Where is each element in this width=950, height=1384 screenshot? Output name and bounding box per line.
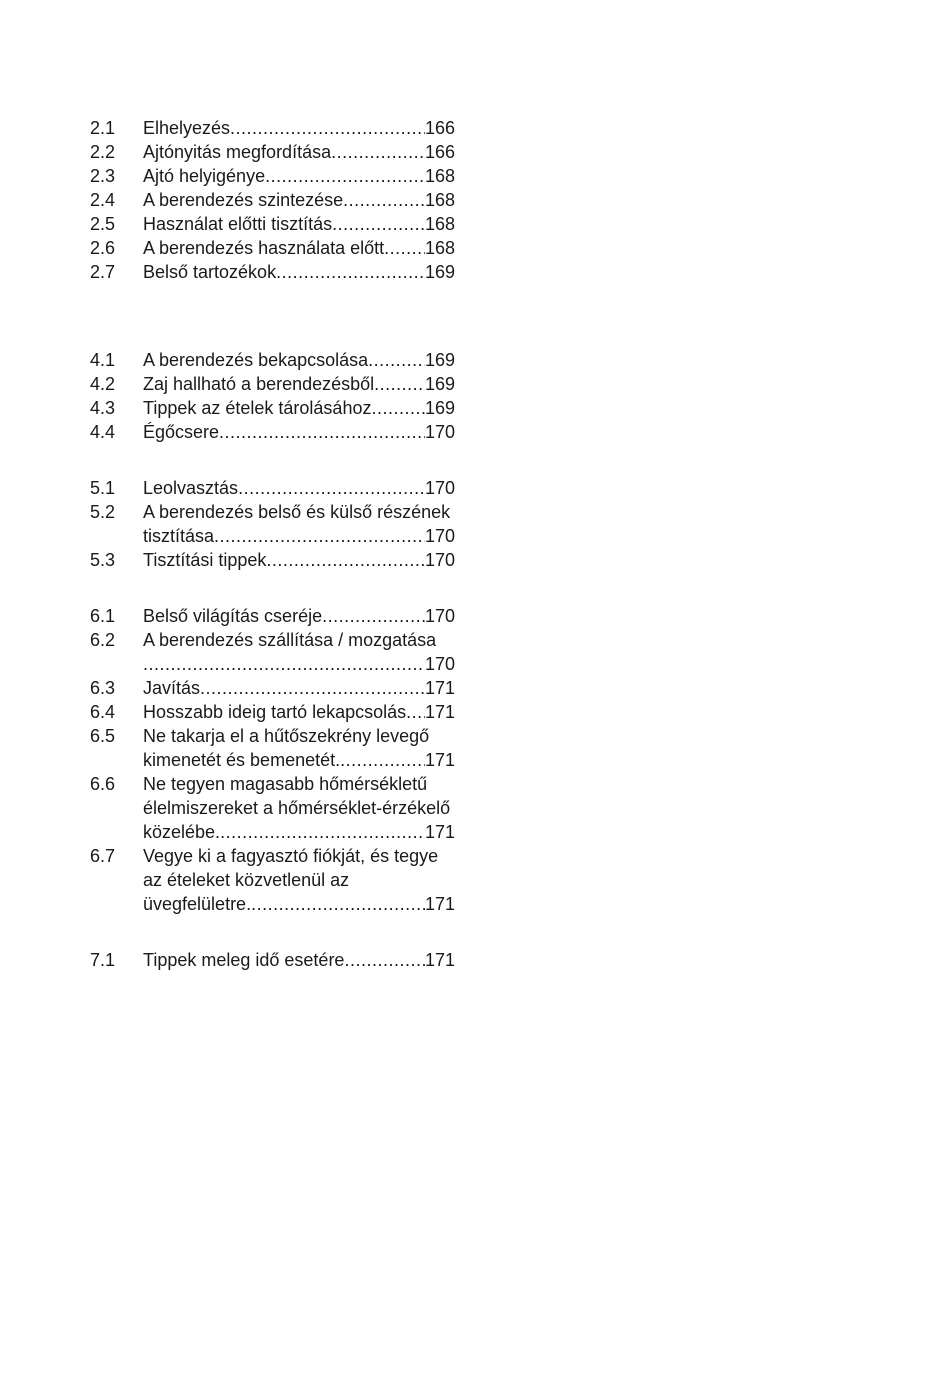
dot-leader [251, 892, 425, 916]
toc-entry-page-number: 168 [424, 166, 455, 186]
toc-entry[interactable] [90, 724, 470, 772]
toc-entry-final-line [143, 476, 455, 500]
toc-entry-final-line [143, 700, 455, 724]
toc-entry[interactable] [90, 628, 470, 676]
toc-entry[interactable] [90, 164, 470, 188]
toc-entry-final-line [143, 140, 455, 164]
toc-entry-number: 5.2 [90, 502, 116, 522]
toc-entry-title: Hosszabb ideig tartó lekapcsolás [143, 702, 407, 722]
toc-entry-number: 2.1 [90, 118, 116, 138]
toc-section [90, 948, 470, 972]
toc-entry-title-line: Ne tegyen magasabb hőmérsékletű [143, 774, 428, 794]
toc-entry[interactable] [90, 844, 470, 916]
toc-entry-final-line [143, 212, 455, 236]
toc-entry-title-line: az ételeket közvetlenül az [143, 870, 350, 890]
toc-entry-title: Zaj hallható a berendezésből [143, 374, 375, 394]
toc-entry-title: üvegfelületre. [143, 894, 252, 914]
dot-leader [374, 372, 425, 396]
dot-leader [238, 476, 425, 500]
toc-entry[interactable] [90, 476, 470, 500]
toc-entry-page-number: 170 [424, 550, 455, 570]
toc-entry-number: 6.1 [90, 606, 116, 626]
toc-entry[interactable] [90, 948, 470, 972]
toc-entry-title: Belső tartozékok [143, 262, 277, 282]
toc-entry[interactable] [90, 212, 470, 236]
toc-entry-page-number: 170 [424, 478, 455, 498]
toc-entry-final-line [143, 396, 455, 420]
toc-entry-page-number: 170 [424, 606, 455, 626]
toc-entry-number: 2.2 [90, 142, 116, 162]
toc-entry-body [143, 164, 455, 188]
dot-leader [200, 676, 425, 700]
toc-entry-title: tisztítása [143, 526, 215, 546]
toc-entry-page-number: 170 [424, 526, 455, 546]
toc-entry[interactable] [90, 500, 470, 548]
toc-entry-body [143, 260, 455, 284]
toc-entry-body [143, 700, 455, 724]
toc-entry-final-line [143, 548, 455, 572]
dot-leader [219, 420, 425, 444]
toc-entry-title: Tisztítási tippek [143, 550, 267, 570]
toc-entry-body [143, 948, 455, 972]
toc-entry-page-number: 171 [424, 702, 455, 722]
dot-leader [322, 604, 425, 628]
dot-leader [265, 164, 425, 188]
toc-entry-body [143, 604, 455, 628]
toc-entry-number: 6.2 [90, 630, 116, 650]
toc-entry-page-number: 169 [424, 374, 455, 394]
toc-entry-page-number: 166 [424, 118, 455, 138]
toc-entry-final-line [143, 260, 455, 284]
toc-entry-body [143, 500, 455, 548]
toc-entry-body [143, 140, 455, 164]
dot-leader [143, 652, 425, 676]
dot-leader [276, 260, 425, 284]
toc-entry-body [143, 188, 455, 212]
toc-entry-title: Használat előtti tisztítás [143, 214, 333, 234]
toc-entry[interactable] [90, 348, 470, 372]
toc-entry-final-line [143, 652, 455, 676]
toc-entry-number: 2.7 [90, 262, 116, 282]
toc-entry-final-line [143, 604, 455, 628]
toc-entry[interactable] [90, 604, 470, 628]
toc-entry-body [143, 476, 455, 500]
toc-entry-title: A berendezés bekapcsolása [143, 350, 369, 370]
toc-entry[interactable] [90, 548, 470, 572]
dot-leader [368, 348, 425, 372]
toc-entry-page-number: 171 [424, 750, 455, 770]
toc-entry-title-line: élelmiszereket a hőmérséklet-érzékelő [143, 798, 451, 818]
dot-leader [220, 820, 425, 844]
toc-entry-title: Tippek az ételek tárolásához [143, 398, 372, 418]
dot-leader [266, 548, 425, 572]
toc-entry-number: 2.3 [90, 166, 116, 186]
toc-entry-final-line [143, 676, 455, 700]
dot-leader [384, 236, 425, 260]
toc-entry-final-line [143, 420, 455, 444]
toc-entry[interactable] [90, 140, 470, 164]
dot-leader [332, 212, 425, 236]
toc-entry-page-number: 170 [424, 654, 455, 674]
dot-leader [230, 116, 425, 140]
toc-entry-page-number: 168 [424, 238, 455, 258]
toc-entry-final-line [143, 372, 455, 396]
toc-entry-number: 6.7 [90, 846, 116, 866]
toc-entry-number: 2.4 [90, 190, 116, 210]
toc-entry-page-number: 171 [424, 822, 455, 842]
toc-entry[interactable] [90, 372, 470, 396]
toc-entry-title: A berendezés szintezése [143, 190, 344, 210]
toc-entry-body [143, 628, 455, 676]
toc-entry-body [143, 724, 455, 772]
toc-entry-body [143, 772, 455, 844]
toc-entry-title-line: A berendezés belső és külső részének [143, 502, 451, 522]
toc-entry-page-number: 171 [424, 950, 455, 970]
toc-entry-page-number: 169 [424, 350, 455, 370]
toc-entry[interactable] [90, 188, 470, 212]
toc-entry-number: 7.1 [90, 950, 116, 970]
toc-entry[interactable] [90, 396, 470, 420]
toc-entry-title: Javítás [143, 678, 201, 698]
toc-entry-page-number: 168 [424, 214, 455, 234]
table-of-contents [90, 116, 470, 972]
toc-entry-body [143, 676, 455, 700]
toc-entry-page-number: 169 [424, 398, 455, 418]
toc-entry[interactable] [90, 676, 470, 700]
dot-leader [214, 524, 425, 548]
toc-entry[interactable] [90, 420, 470, 444]
toc-entry-title: Elhelyezés [143, 118, 231, 138]
toc-entry[interactable] [90, 116, 470, 140]
toc-entry-final-line [143, 748, 455, 772]
toc-entry-title-line: A berendezés szállítása / mozgatása [143, 630, 437, 650]
toc-entry-number: 6.3 [90, 678, 116, 698]
toc-entry-number: 5.1 [90, 478, 116, 498]
toc-entry-title: Tippek meleg idő esetére [143, 950, 345, 970]
toc-entry-body [143, 548, 455, 572]
dot-leader [343, 188, 425, 212]
toc-entry-number: 6.6 [90, 774, 116, 794]
toc-entry-title: közelébe. [143, 822, 221, 842]
toc-entry-title: A berendezés használata előtt [143, 238, 385, 258]
toc-entry-final-line [143, 188, 455, 212]
toc-entry-page-number: 171 [424, 678, 455, 698]
toc-entry-body [143, 236, 455, 260]
dot-leader [340, 748, 425, 772]
toc-entry-page-number: 171 [424, 894, 455, 914]
toc-entry-number: 4.4 [90, 422, 116, 442]
toc-entry-title-line: Vegye ki a fagyasztó fiókját, és tegye [143, 846, 439, 866]
toc-section [90, 116, 470, 284]
toc-entry-number: 4.1 [90, 350, 116, 370]
toc-entry-final-line [143, 948, 455, 972]
toc-entry-page-number: 170 [424, 422, 455, 442]
toc-entry-page-number: 169 [424, 262, 455, 282]
toc-entry-number: 6.4 [90, 702, 116, 722]
dot-leader [344, 948, 425, 972]
toc-entry-number: 2.5 [90, 214, 116, 234]
toc-entry-final-line [143, 164, 455, 188]
toc-entry-body [143, 212, 455, 236]
toc-entry-body [143, 116, 455, 140]
toc-entry-body [143, 396, 455, 420]
toc-entry-page-number: 168 [424, 190, 455, 210]
toc-entry-final-line [143, 820, 455, 844]
toc-entry-body [143, 348, 455, 372]
toc-entry-number: 6.5 [90, 726, 116, 746]
toc-entry[interactable] [90, 700, 470, 724]
toc-entry-final-line [143, 116, 455, 140]
toc-section [90, 348, 470, 444]
toc-entry-title: Ajtónyitás megfordítása [143, 142, 332, 162]
toc-entry-title: Leolvasztás [143, 478, 239, 498]
toc-entry[interactable] [90, 260, 470, 284]
toc-entry-number: 5.3 [90, 550, 116, 570]
toc-entry-title: Ajtó helyigénye [143, 166, 266, 186]
toc-entry-title: Égőcsere [143, 422, 220, 442]
toc-entry-body [143, 372, 455, 396]
toc-entry-body [143, 844, 455, 916]
toc-entry-title: kimenetét és bemenetét. [143, 750, 341, 770]
toc-entry-number: 4.3 [90, 398, 116, 418]
toc-entry-final-line [143, 892, 455, 916]
toc-entry-number: 4.2 [90, 374, 116, 394]
toc-entry-final-line [143, 348, 455, 372]
toc-entry-final-line [143, 524, 455, 548]
toc-section [90, 604, 470, 916]
dot-leader [331, 140, 425, 164]
toc-entry-title: Belső világítás cseréje [143, 606, 323, 626]
toc-entry-title-line: Ne takarja el a hűtőszekrény levegő [143, 726, 430, 746]
toc-entry[interactable] [90, 236, 470, 260]
dot-leader [406, 700, 425, 724]
toc-entry-final-line [143, 236, 455, 260]
toc-section [90, 476, 470, 572]
dot-leader [371, 396, 424, 420]
toc-entry-page-number: 166 [424, 142, 455, 162]
toc-entry[interactable] [90, 772, 470, 844]
toc-entry-number: 2.6 [90, 238, 116, 258]
toc-entry-body [143, 420, 455, 444]
